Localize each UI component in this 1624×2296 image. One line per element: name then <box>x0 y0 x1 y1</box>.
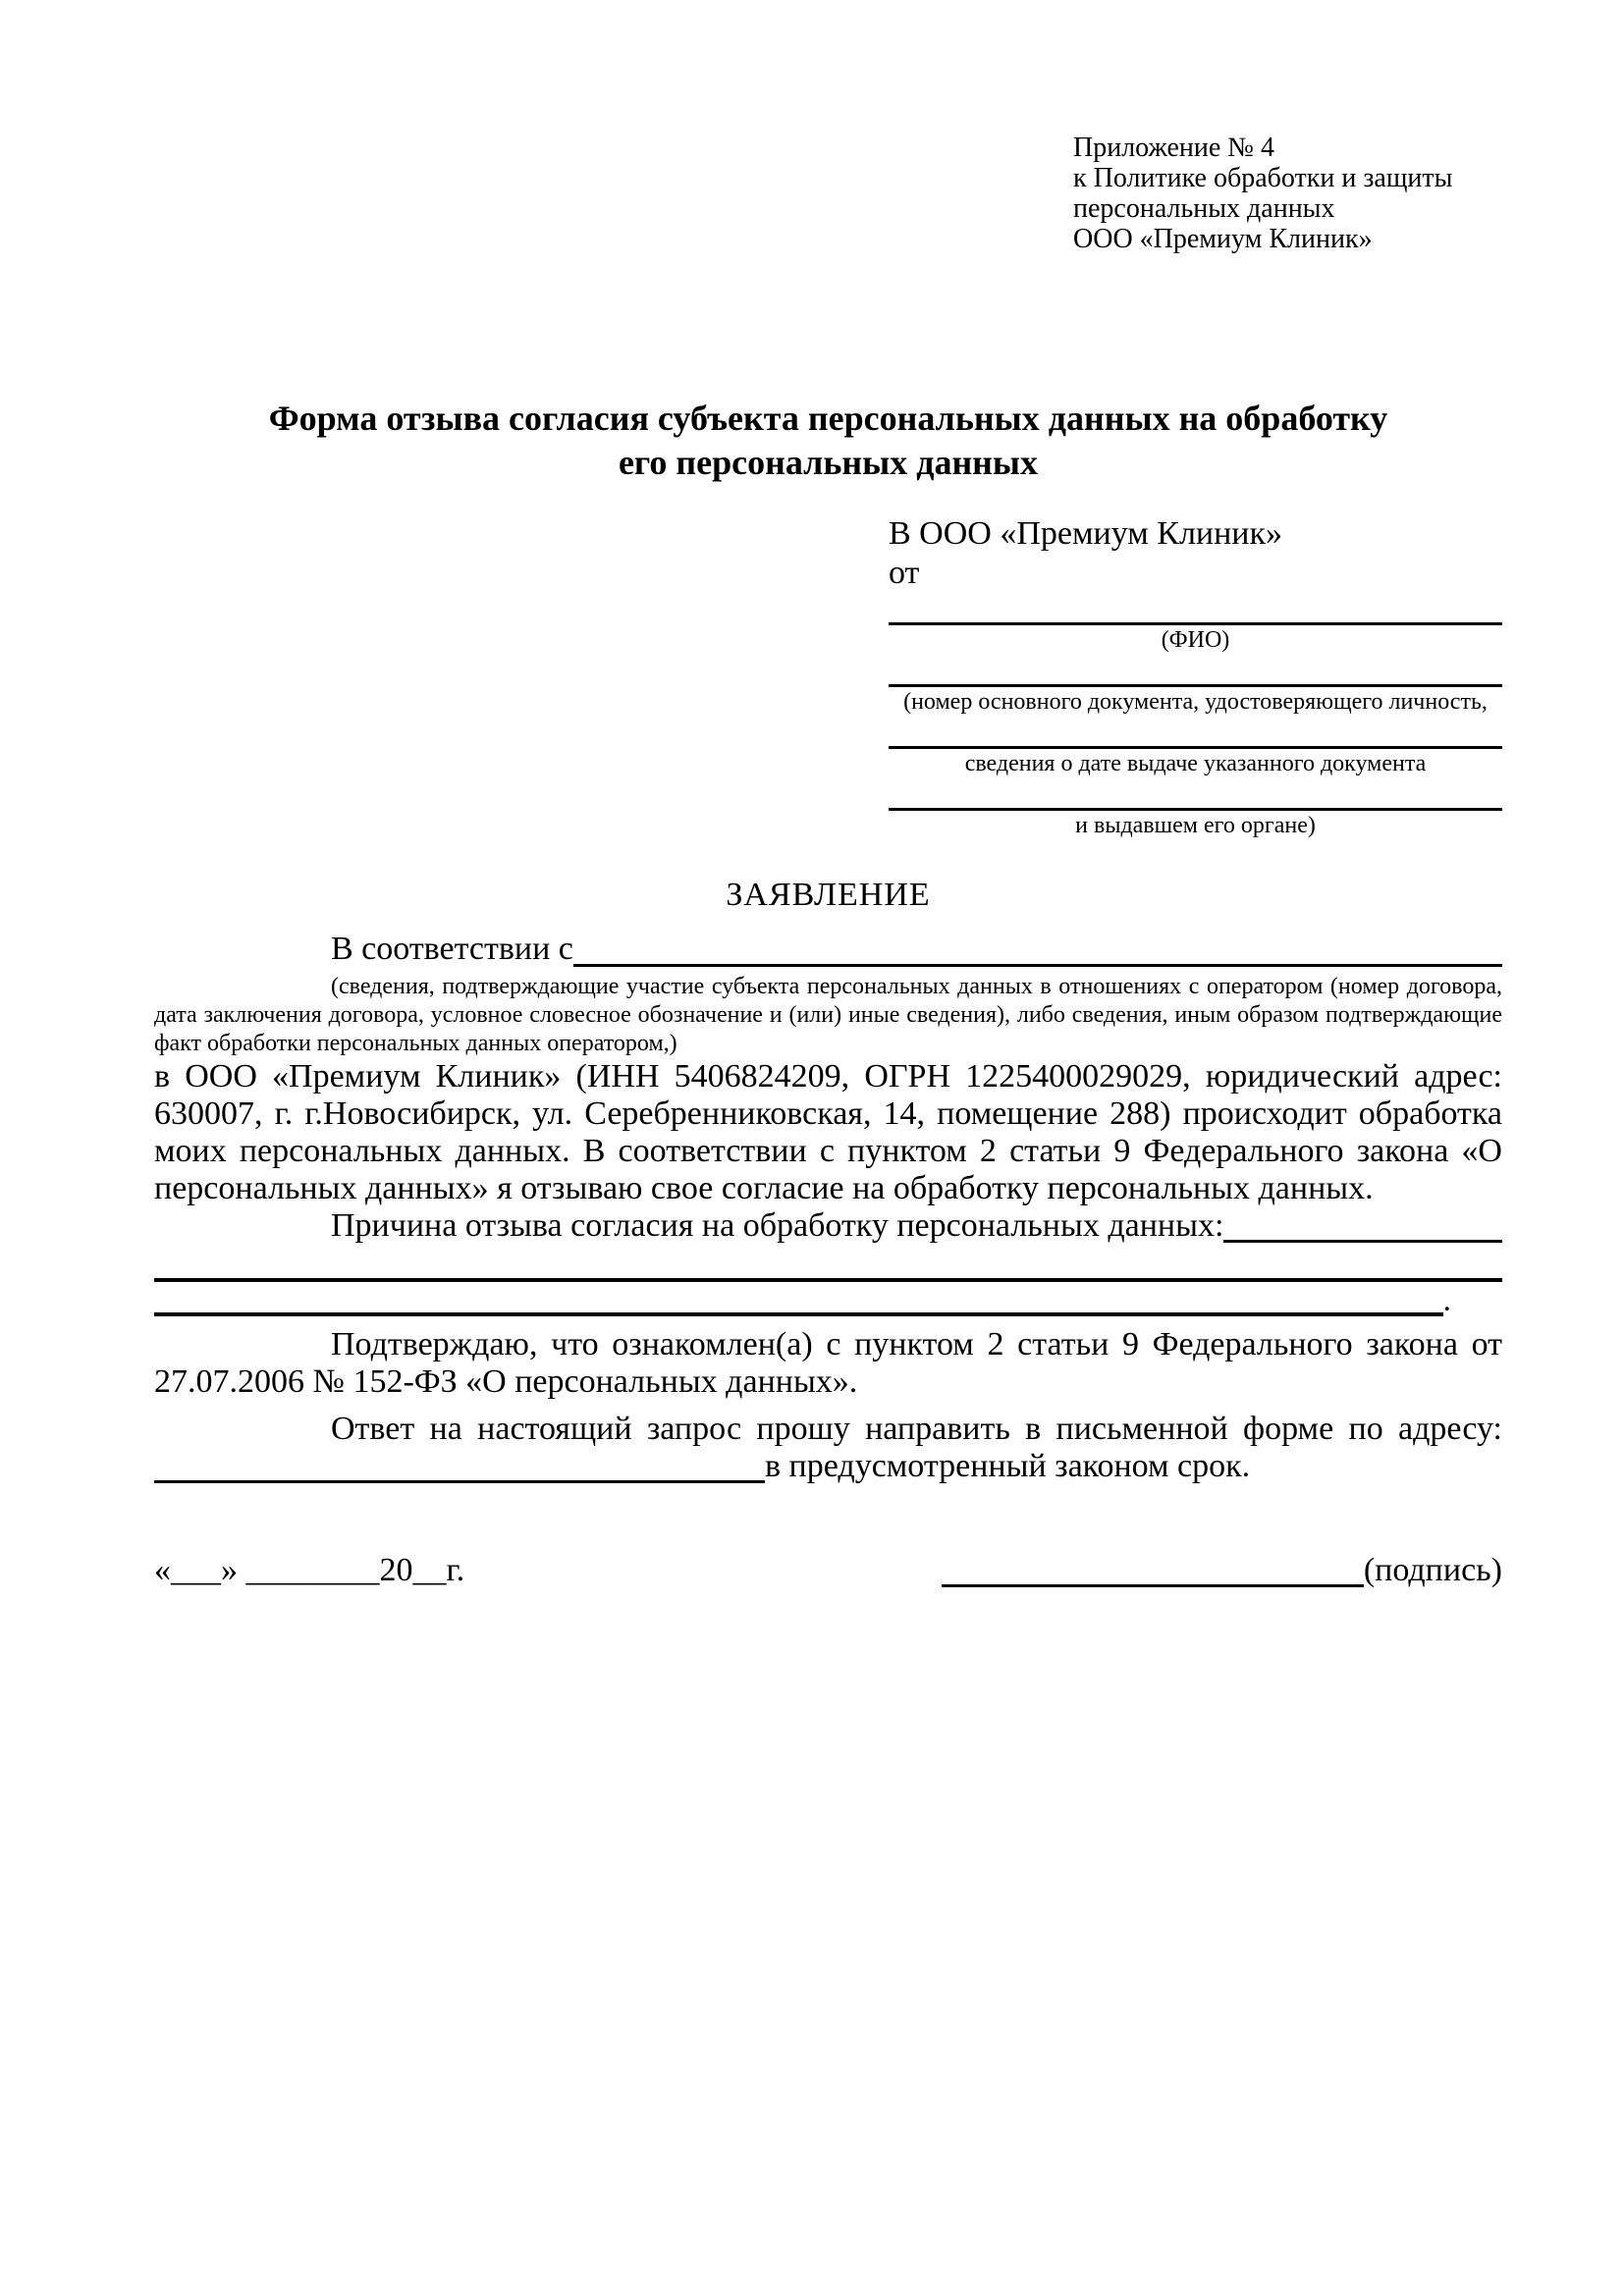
statement-body-paragraph: в ООО «Премиум Клиник» (ИНН 5406824209, ОГРН 1225400029029, юридический адрес: 630007, г. г.Новосибирск, ул. Серебренниковская, 14, помещение 288) происходит обработка моих персональных данных. В соответствии с пунктом 2 статьи 9 Федерального закона «О персональных данных» я отзываю свое согласие на обработку персональных данных. <box>154 1058 1502 1206</box>
issue-date-field-label: сведения о дате выдаче указанного документа <box>964 751 1427 776</box>
small-print-note: (сведения, подтверждающие участие субъекта персональных данных в отношениях с оператором (номер договора, дата заключения договора, условное словесное обозначение и (или) иные сведения), либо сведения, иным образом подтверждающие факт обработки персональных данных оператором,) <box>154 974 1502 1056</box>
document-number-field-label: (номер основного документа, удостоверяющего личность, <box>903 689 1488 715</box>
accordance-prefix: В соответствии с <box>331 931 573 967</box>
reason-blank-line-2 <box>154 1255 1502 1282</box>
document-number-blank-line <box>889 655 1502 687</box>
appendix-note <box>1073 0 1502 254</box>
appendix-line-4: ООО «Премиум Клиник» <box>1073 224 1373 254</box>
signature-group <box>942 1552 1502 1589</box>
reason-blank-line-3-rule <box>154 1282 1443 1316</box>
appendix-line-2: к Политике обработки и защиты <box>1073 163 1453 193</box>
signature-label: (подпись) <box>1363 1552 1502 1588</box>
signature-blank-line <box>942 1552 1364 1587</box>
accordance-row <box>154 930 1502 969</box>
addressee-organization: В ООО «Премиум Клиник» <box>889 515 1283 552</box>
date-blank-text: «___» ________20__г. <box>154 1552 465 1588</box>
reply-address-row <box>154 1448 1502 1485</box>
fio-field-label: (ФИО) <box>1161 627 1230 653</box>
fio-blank-line <box>889 593 1502 625</box>
issuing-authority-blank-line <box>889 778 1502 811</box>
confirmation-paragraph: Подтверждаю, что ознакомлен(а) с пунктом 2 статьи 9 Федерального закона от 27.07.2006 № 152-ФЗ «О персональных данных». <box>154 1326 1502 1400</box>
reason-prefix: Причина отзыва согласия на обработку персональных данных: <box>331 1207 1224 1244</box>
appendix-line-3: персональных данных <box>1073 193 1335 224</box>
reason-blank-line-3 <box>154 1282 1502 1318</box>
addressee-block <box>889 514 1502 840</box>
reply-address-blank-line <box>154 1448 765 1483</box>
statement-heading: ЗАЯВЛЕНИЕ <box>726 877 931 913</box>
appendix-line-1: Приложение № 4 <box>1073 133 1274 163</box>
sentence-end-period: . <box>1442 1282 1451 1318</box>
form-title-line-1: Форма отзыва согласия субъекта персональных данных на обработку <box>268 399 1388 438</box>
reason-blank-line-1 <box>1223 1207 1502 1243</box>
issuing-authority-field-label: и выдавшем его органе) <box>1075 813 1316 838</box>
issue-date-blank-line <box>889 717 1502 749</box>
date-signature-row <box>154 1552 1502 1589</box>
form-title <box>154 397 1502 485</box>
reply-request-line: Ответ на настоящий запрос прошу направить в письменной форме по адресу: <box>331 1411 1502 1447</box>
reply-suffix-text: в предусмотренный законом срок. <box>765 1448 1251 1484</box>
reason-row <box>154 1207 1502 1245</box>
form-title-line-2: его персональных данных <box>618 443 1039 482</box>
addressee-from-label: от <box>889 555 920 591</box>
accordance-blank-line <box>573 930 1502 967</box>
